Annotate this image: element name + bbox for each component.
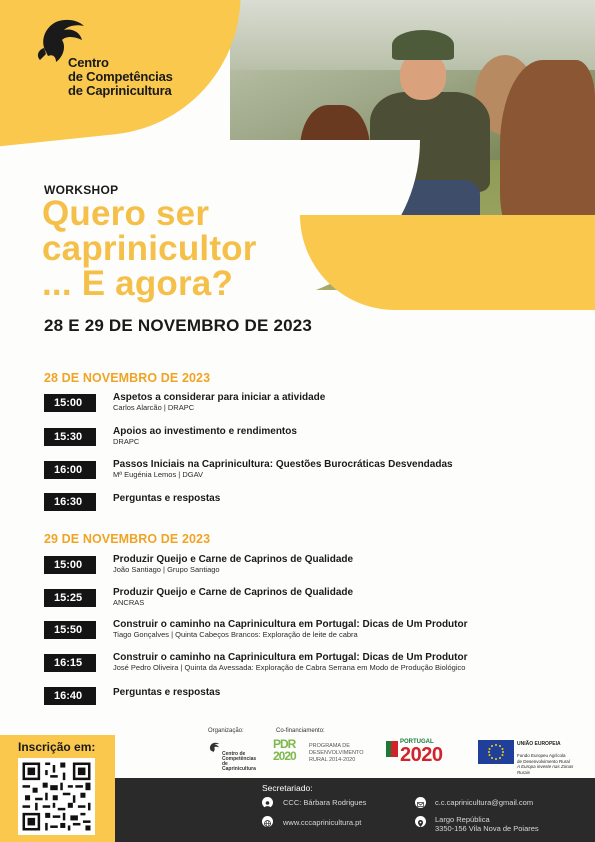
person-icon: [262, 797, 273, 808]
signup-qr-code[interactable]: [18, 758, 95, 835]
slot-title: Construir o caminho na Caprinicultura em Portugal: Dicas de Um Produtor: [113, 652, 468, 663]
event-title: Quero ser caprinicultor ... E agora?: [42, 194, 257, 303]
slot-time: 16:00: [44, 461, 96, 479]
portugal-flag-icon: [386, 741, 398, 757]
location-pin-icon: [415, 816, 426, 827]
portugal2020-logo: PORTUGAL 2020: [386, 739, 466, 769]
decorative-swoosh: [300, 215, 595, 310]
slot-time: 16:15: [44, 654, 96, 672]
slot-title: Aspetos a considerar para iniciar a atividade: [113, 392, 326, 403]
slot-time: 16:30: [44, 493, 96, 511]
eu-flag-icon: [478, 740, 514, 764]
schedule-slot: [44, 426, 584, 450]
schedule-slot: [44, 619, 584, 643]
slot-title: Passos Iniciais na Caprinicultura: Questões Burocráticas Desvendadas: [113, 459, 453, 470]
event-dates: 28 E 29 DE NOVEMBRO DE 2023: [44, 316, 313, 335]
slot-speaker: Carlos Alarcão | DRAPC: [113, 403, 195, 412]
organization-label: Organização:: [208, 728, 244, 734]
eu-fund-line: A Europa investe nas Zonas Rurais: [517, 764, 574, 775]
slot-title: Produzir Queijo e Carne de Caprinos de Qualidade: [113, 587, 354, 598]
address: Largo República 3350-156 Vila Nova de Poiares: [435, 815, 539, 833]
slot-time: 15:00: [44, 394, 96, 412]
secretariat-label: Secretariado:: [262, 783, 313, 793]
eu-fund-line: Fundo Europeu Agrícola: [517, 753, 566, 758]
event-kicker: WORKSHOP: [44, 183, 119, 197]
slot-time: 16:40: [44, 687, 96, 705]
website-link[interactable]: www.cccaprinicultura.pt: [283, 818, 362, 827]
schedule-slot: [44, 459, 584, 483]
eu-fund-line: de Desenvolvimento Rural: [517, 758, 570, 764]
goat-logo-icon: [206, 740, 222, 758]
qr-code-icon: [20, 760, 93, 833]
slot-title: Construir o caminho na Caprinicultura em Portugal: Dicas de Um Produtor: [113, 619, 468, 630]
slot-speaker: Mª Eugénia Lemos | DGAV: [113, 470, 204, 479]
eu-title: UNIÃO EUROPEIA: [517, 741, 561, 747]
schedule-slot: [44, 491, 584, 515]
slot-speaker: Tiago Gonçalves | Quinta Cabeços Brancos: Exploração de leite de cabra: [113, 630, 358, 639]
slot-time: 15:25: [44, 589, 96, 607]
pdr2020-logo: PDR 2020 PROGRAMA DE DESENVOLVIMENTO RURAL 2014-2020: [273, 737, 364, 763]
slot-speaker: ANCRAS: [113, 598, 145, 607]
day-header: 28 DE NOVEMBRO DE 2023: [44, 371, 211, 385]
slot-speaker: João Santiago | Grupo Santiago: [113, 565, 220, 574]
globe-icon: [262, 816, 273, 827]
slot-title: Perguntas e respostas: [113, 493, 221, 504]
contact-person: CCC: Bárbara Rodrigues: [283, 798, 367, 807]
schedule-slot: [44, 587, 584, 611]
schedule-slot: [44, 554, 584, 578]
brand-logo: [26, 12, 206, 102]
slot-speaker: José Pedro Oliveira | Quinta da Avessada: Exploração de Cabra Serrana em Modo de Produção Biológico: [113, 663, 466, 672]
organizer-logo: Centro de Competências de Caprinicultura: [206, 738, 256, 768]
day-header: 29 DE NOVEMBRO DE 2023: [44, 532, 211, 546]
brand-name: Centro de Competências de Caprinicultura: [68, 55, 173, 98]
email-icon: [415, 797, 426, 808]
email-link[interactable]: c.c.caprinicultura@gmail.com: [435, 798, 534, 807]
slot-time: 15:50: [44, 621, 96, 639]
slot-title: Produzir Queijo e Carne de Caprinos de Qualidade: [113, 554, 354, 565]
slot-time: 15:30: [44, 428, 96, 446]
footer-bar: [115, 778, 250, 842]
schedule-slot: [44, 392, 584, 416]
slot-title: Apoios ao investimento e rendimentos: [113, 426, 297, 437]
slot-title: Perguntas e respostas: [113, 687, 221, 698]
slot-time: 15:00: [44, 556, 96, 574]
schedule-slot: [44, 652, 584, 676]
schedule-slot: [44, 685, 584, 709]
eu-logo: [478, 740, 578, 775]
signup-label: Inscrição em:: [18, 740, 96, 754]
cofinancing-label: Co-financiamento:: [276, 728, 325, 734]
slot-speaker: DRAPC: [113, 437, 140, 446]
